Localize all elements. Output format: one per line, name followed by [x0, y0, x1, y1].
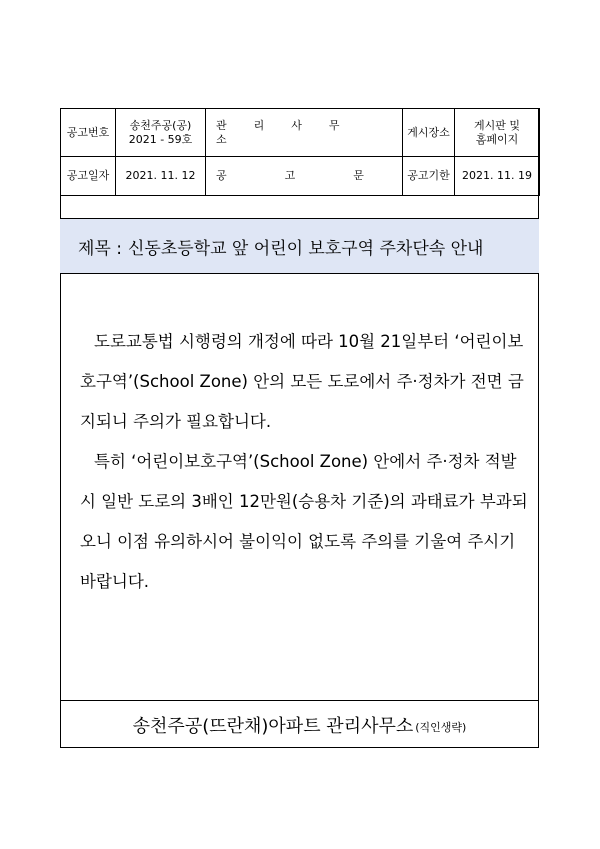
body-paragraph-1: 도로교통법 시행령의 개정에 따라 10월 21일부터 ‘어린이보호구역’(School Zone) 안의 모든 도로에서 주·정차가 전면 금지되니 주의가 필요합니다.: [80, 332, 524, 431]
post-place-line2: 홈페이지: [475, 132, 519, 146]
notice-no-line2: 2021 - 59호: [128, 132, 193, 146]
notice-body: [80, 322, 528, 602]
notice-no-label: 공고번호: [61, 109, 116, 157]
subject-text: 신동초등학교 앞 어린이 보호구역 주차단속 안내: [127, 238, 484, 259]
signature-stamp-note: (직인생략): [415, 720, 467, 734]
notice-no-value: [116, 109, 206, 157]
notice-date-label: 공고일자: [61, 157, 116, 196]
signature-block: [60, 700, 539, 748]
notice-no-line1: 송천주공(공): [129, 118, 192, 132]
post-place-line1: 게시판 및: [473, 118, 520, 132]
notice-doc-title-char3: 문: [353, 169, 364, 183]
notice-doc-title: [206, 157, 403, 196]
subject-prefix: 제목 :: [78, 238, 122, 259]
notice-doc-title-char1: 공: [216, 169, 227, 183]
notice-date-value: 2021. 11. 12: [116, 157, 206, 196]
post-place-label: 게시장소: [403, 109, 455, 157]
deadline-label: 공고기한: [403, 157, 455, 196]
office-title: 관리사무소: [206, 109, 403, 157]
subject-band: [60, 218, 539, 274]
body-paragraph-2: 특히 ‘어린이보호구역’(School Zone) 안에서 주·정차 적발 시 일반 도로의 3배인 12만원(승용차 기준)의 과태료가 부과되오니 이점 유의하시어 불이익이 없도록 주의를 기울여 주시기 바랍니다.: [80, 452, 528, 591]
post-place-value: [455, 109, 540, 157]
notice-header-table: [60, 108, 540, 196]
notice-doc-title-char2: 고: [284, 169, 296, 183]
signature-name: 송천주공(뜨란채)아파트 관리사무소: [132, 715, 414, 737]
deadline-value: 2021. 11. 19: [455, 157, 540, 196]
